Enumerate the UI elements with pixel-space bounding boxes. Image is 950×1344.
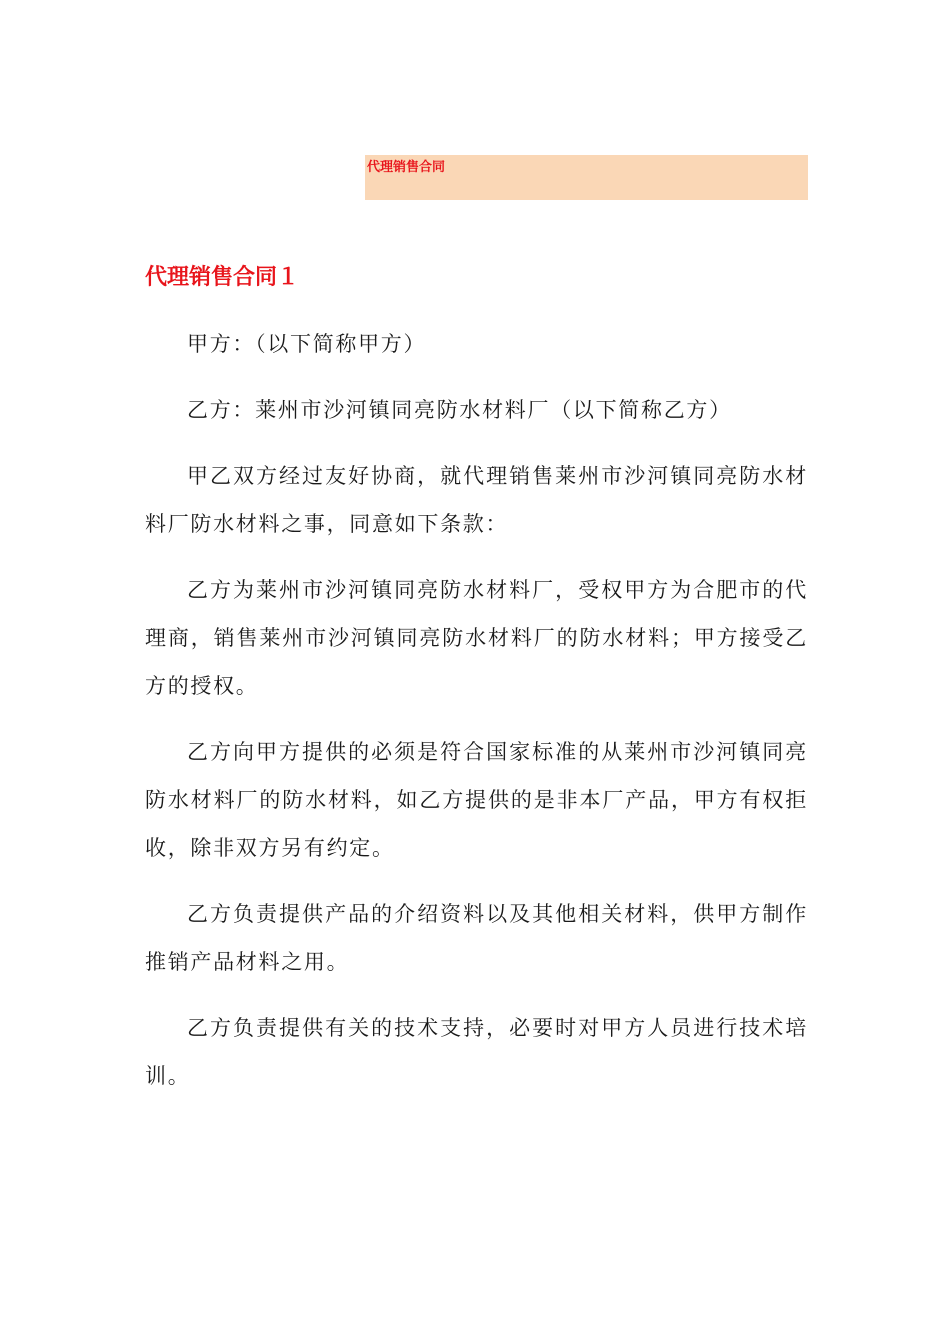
document-title: 代理销售合同１ xyxy=(145,265,300,290)
paragraph-party-a: 甲方：（以下简称甲方） xyxy=(187,332,427,356)
paragraph-authorization: 乙方为莱州市沙河镇同亮防水材料厂，受权甲方为合肥市的代理商，销售莱州市沙河镇同亮防水材料厂的防水材料；甲方接受乙方的授权。 xyxy=(145,578,808,698)
paragraph-product-standard: 乙方向甲方提供的必须是符合国家标准的从莱州市沙河镇同亮防水材料厂的防水材料，如乙方提供的是非本厂产品，甲方有权拒收，除非双方另有约定。 xyxy=(145,740,808,860)
header-banner xyxy=(365,155,808,200)
paragraph-agreement-intro: 甲乙双方经过友好协商，就代理销售莱州市沙河镇同亮防水材料厂防水材料之事，同意如下条款： xyxy=(145,464,808,536)
document-body xyxy=(145,320,808,1118)
paragraph-materials-supply: 乙方负责提供产品的介绍资料以及其他相关材料，供甲方制作推销产品材料之用。 xyxy=(145,902,808,974)
paragraph-technical-support: 乙方负责提供有关的技术支持，必要时对甲方人员进行技术培训。 xyxy=(145,1016,808,1088)
header-banner-title: 代理销售合同 xyxy=(367,160,446,175)
paragraph-party-b: 乙方：莱州市沙河镇同亮防水材料厂（以下简称乙方） xyxy=(187,398,732,422)
